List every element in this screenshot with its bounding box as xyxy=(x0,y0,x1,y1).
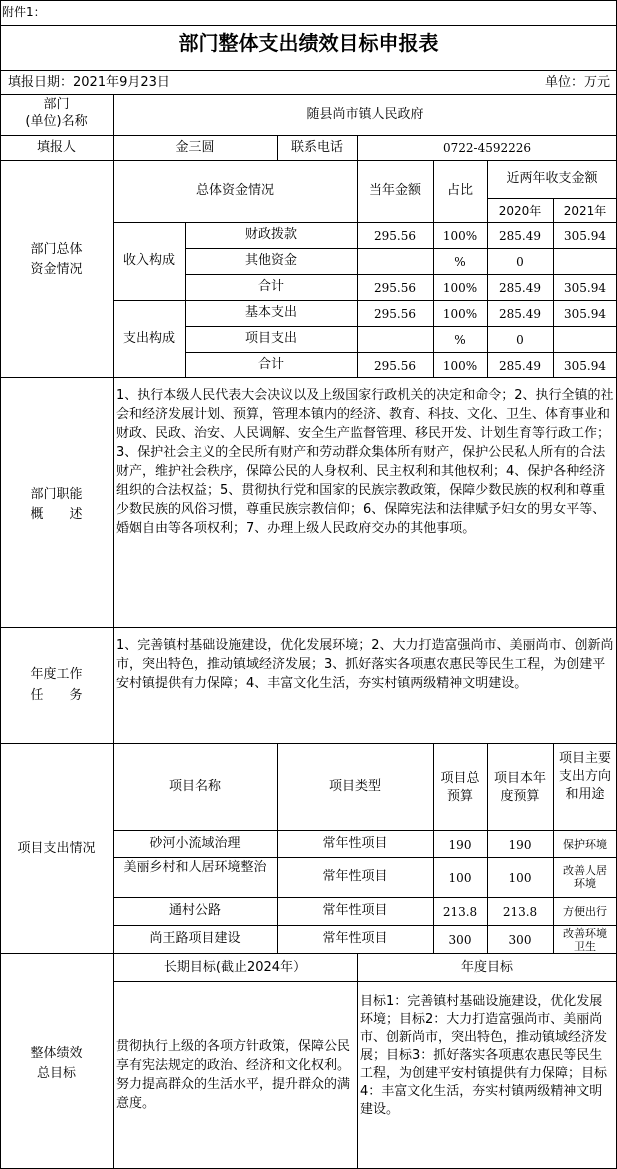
project-row-name: 美丽乡村和人居环境整治 xyxy=(123,860,267,875)
dept-label-line2: (单位)名称 xyxy=(25,114,88,129)
annual-work-label-line2: 任 务 xyxy=(30,688,83,703)
header-overall-funds: 总体资金情况 xyxy=(195,183,274,198)
funds-section-line2: 资金情况 xyxy=(30,262,83,277)
fund-row-2020: 0 xyxy=(516,333,524,347)
filler-label: 填报人 xyxy=(36,140,76,155)
fund-row-ratio: % xyxy=(454,255,466,269)
fund-row-amount: 295.56 xyxy=(374,307,416,321)
dept-label-line1: 部门 xyxy=(43,97,70,112)
fund-row-name: 合计 xyxy=(257,357,284,372)
filler-name: 金三圆 xyxy=(175,140,215,155)
project-row-total: 100 xyxy=(448,871,472,885)
fund-row-2020: 0 xyxy=(516,255,524,269)
duties-text: 1、执行本级人民代表大会决议以及上级国家行政机关的决定和命令；2、执行全镇的社会和经济发展计划、预算，管理本镇内的经济、教育、科技、文化、卫生、体育事业和财政、民政、治安、人民调解、安全生产监督管理、移民开发、计划生育等行政工作；3、保护社会主义的全民所有财产和劳动群众集体所有财产，保护公民私人所有的合法财产，维护社会秩序，保障公民的人身权利、民主权利和其他权利；4、保护各种经济组织的合法权益；5、贯彻执行党和国家的民族宗教政策，保障少数民族的权利和尊重少数民族的风俗习惯，尊重民族宗教信仰；6、保障宪法和法律赋予妇女的男女平等、婚姻自由等各项权利；7、办理上级人民政府交办的其他事项。 xyxy=(116,388,614,536)
long-term-goal-header: 长期目标(截止2024年） xyxy=(163,960,307,975)
fund-row-name: 项目支出 xyxy=(244,331,297,346)
header-current-amount: 当年金额 xyxy=(368,183,421,198)
attachment-label: 附件1： xyxy=(2,5,46,19)
project-row-annual: 190 xyxy=(508,838,532,852)
project-row-type: 常年性项目 xyxy=(322,931,388,946)
fund-row-ratio: 100% xyxy=(442,359,478,373)
fund-row-2021: 305.94 xyxy=(564,307,606,321)
fund-row-2020: 285.49 xyxy=(499,307,541,321)
project-row-use: 改善人居环境 xyxy=(563,864,607,890)
goals-label-line2: 总目标 xyxy=(36,1066,76,1081)
project-row-total: 213.8 xyxy=(442,905,478,919)
header-year-2020: 2020年 xyxy=(498,204,542,218)
fund-row-2021: 305.94 xyxy=(564,359,606,373)
fund-row-ratio: 100% xyxy=(442,281,478,295)
header-project-annual: 项目本年度预算 xyxy=(493,771,546,804)
fund-row-2020: 285.49 xyxy=(499,281,541,295)
projects-section-label: 项目支出情况 xyxy=(17,841,96,856)
duties-label-line1: 部门职能 xyxy=(30,487,83,502)
fund-row-amount: 295.56 xyxy=(374,229,416,243)
header-project-type: 项目类型 xyxy=(328,779,381,794)
fund-row-ratio: 100% xyxy=(442,307,478,321)
project-row-annual: 300 xyxy=(508,933,532,947)
header-ratio: 占比 xyxy=(446,183,473,198)
fund-row-ratio: % xyxy=(454,333,466,347)
fill-date: 填报日期：2021年9月23日 xyxy=(8,75,170,90)
project-row-name: 尚王路项目建设 xyxy=(149,931,241,946)
fund-row-amount: 295.56 xyxy=(374,359,416,373)
project-row-name: 砂河小流域治理 xyxy=(149,836,241,851)
expense-structure-label: 支出构成 xyxy=(122,331,175,346)
annual-goal-header: 年度目标 xyxy=(460,960,513,975)
project-row-type: 常年性项目 xyxy=(322,869,388,884)
fund-row-2020: 285.49 xyxy=(499,359,541,373)
fund-row-ratio: 100% xyxy=(442,229,478,243)
phone-value: 0722-4592226 xyxy=(442,141,532,155)
annual-work-text: 1、完善镇村基础设施建设，优化发展环境；2、大力打造富强尚市、美丽尚市、创新尚市，突出特色，推动镇域经济发展；3、抓好落实各项惠农惠民等民生工程，为创建平安村镇提供有力保障；4、丰富文化生活，夯实村镇两级精神文明建设。 xyxy=(116,638,614,691)
dept-name-value: 随县尚市镇人民政府 xyxy=(306,107,424,122)
goals-label-line1: 整体绩效 xyxy=(30,1046,83,1061)
header-year-2021: 2021年 xyxy=(563,204,607,218)
fund-row-name: 合计 xyxy=(257,279,284,294)
header-project-name: 项目名称 xyxy=(168,779,221,794)
unit-label: 单位：万元 xyxy=(544,75,610,90)
project-row-use: 方便出行 xyxy=(563,905,607,918)
project-row-type: 常年性项目 xyxy=(322,836,388,851)
fund-row-name: 财政拨款 xyxy=(244,227,297,242)
income-structure-label: 收入构成 xyxy=(122,253,175,268)
header-project-use: 项目主要支出方向和用途 xyxy=(558,751,611,802)
header-project-total: 项目总预算 xyxy=(440,771,480,804)
fund-row-2021: 305.94 xyxy=(564,229,606,243)
fund-row-name: 基本支出 xyxy=(244,305,297,320)
project-row-use: 保护环境 xyxy=(563,838,607,851)
annual-work-label-line1: 年度工作 xyxy=(30,667,83,682)
header-recent-two-years: 近两年收支金额 xyxy=(506,171,598,186)
project-row-annual: 213.8 xyxy=(502,905,538,919)
project-row-annual: 100 xyxy=(508,871,532,885)
project-row-use: 改善环境卫生 xyxy=(563,927,607,951)
duties-label-line2: 概 述 xyxy=(30,507,83,522)
project-row-total: 300 xyxy=(448,933,472,947)
project-row-type: 常年性项目 xyxy=(322,903,388,918)
annual-goal-text: 目标1：完善镇村基础设施建设，优化发展环境；目标2：大力打造富强尚市、美丽尚市、创新尚市，突出特色，推动镇域经济发展；目标3：抓好落实各项惠农惠民等民生工程，为创建平安村镇提供有力保障；目标4：丰富文化生活，夯实村镇两级精神文明建设。 xyxy=(360,994,608,1117)
project-row-total: 190 xyxy=(448,838,472,852)
funds-section-line1: 部门总体 xyxy=(30,242,83,257)
fund-row-amount: 295.56 xyxy=(374,281,416,295)
long-term-goal-text: 贯彻执行上级的各项方针政策，保障公民享有宪法规定的政治、经济和文化权利。努力提高群众的生活水平，提升群众的满意度。 xyxy=(116,1039,351,1111)
project-row-name: 通村公路 xyxy=(168,903,221,918)
fund-row-name: 其他资金 xyxy=(244,253,297,268)
fund-row-2021: 305.94 xyxy=(564,281,606,295)
page-title: 部门整体支出绩效目标申报表 xyxy=(178,31,439,55)
fund-row-2020: 285.49 xyxy=(499,229,541,243)
phone-label: 联系电话 xyxy=(290,140,343,155)
